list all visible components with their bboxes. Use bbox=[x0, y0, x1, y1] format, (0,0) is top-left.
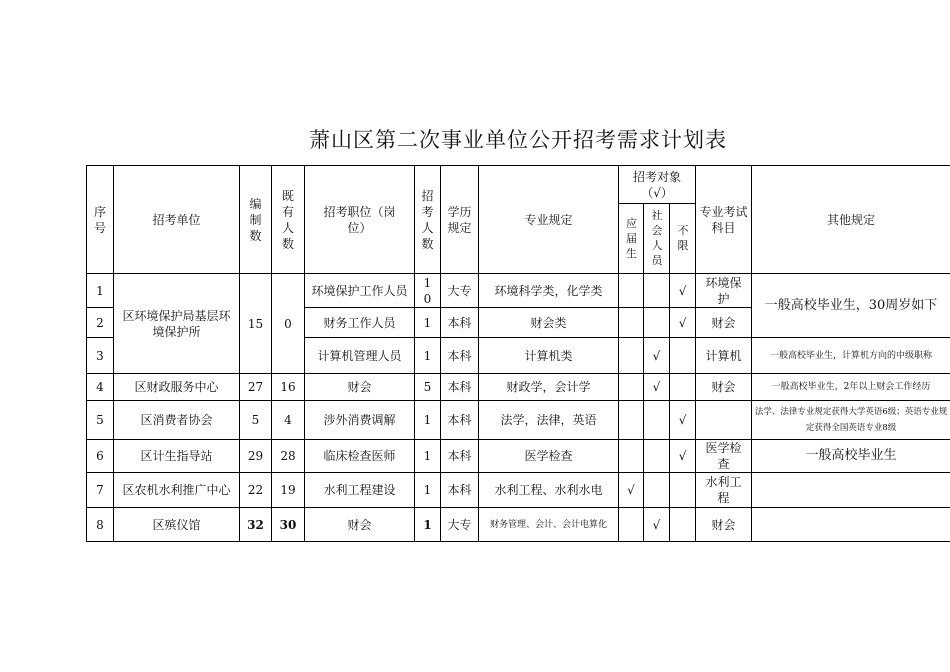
cell-major: 计算机类 bbox=[479, 338, 619, 374]
cell-seq: 4 bbox=[87, 374, 114, 401]
cell-quota: 27 bbox=[240, 374, 272, 401]
cell-seq: 2 bbox=[87, 308, 114, 338]
cell-existing: 19 bbox=[272, 473, 305, 508]
page-title: 萧山区第二次事业单位公开招考需求计划表 bbox=[309, 128, 727, 152]
cell-exam bbox=[696, 401, 752, 440]
cell-edu: 本科 bbox=[441, 338, 479, 374]
header-social: 社会人员 bbox=[644, 204, 670, 274]
cell-count: 5 bbox=[415, 374, 441, 401]
cell-exam: 财会 bbox=[696, 308, 752, 338]
cell-exam: 水利工程 bbox=[696, 473, 752, 508]
cell-position: 财务工作人员 bbox=[305, 308, 415, 338]
header-unit: 招考单位 bbox=[114, 166, 240, 274]
cell-edu: 本科 bbox=[441, 473, 479, 508]
header-position: 招考职位（岗位） bbox=[305, 166, 415, 274]
cell-unit: 区计生指导站 bbox=[114, 440, 240, 473]
cell-unlimited: √ bbox=[670, 274, 696, 308]
cell-edu: 本科 bbox=[441, 401, 479, 440]
cell-social bbox=[644, 473, 670, 508]
cell-major: 医学检查 bbox=[479, 440, 619, 473]
header-row bbox=[87, 166, 950, 204]
cell-other: 一般高校毕业生，计算机方向的中级职称 bbox=[752, 338, 950, 374]
cell-unit: 区农机水利推广中心 bbox=[114, 473, 240, 508]
cell-unlimited bbox=[670, 338, 696, 374]
cell-quota: 22 bbox=[240, 473, 272, 508]
cell-edu: 大专 bbox=[441, 274, 479, 308]
cell-unit: 区环境保护局基层环境保护所 bbox=[114, 274, 240, 374]
cell-exam: 计算机 bbox=[696, 338, 752, 374]
header-edu: 学历规定 bbox=[441, 166, 479, 274]
cell-fresh bbox=[619, 308, 644, 338]
cell-social bbox=[644, 308, 670, 338]
cell-count: 10 bbox=[415, 274, 441, 308]
cell-other: 一般高校毕业生 bbox=[752, 440, 950, 473]
cell-major: 水利工程、水利水电 bbox=[479, 473, 619, 508]
cell-fresh bbox=[619, 374, 644, 401]
cell-exam: 环境保护 bbox=[696, 274, 752, 308]
cell-seq: 8 bbox=[87, 508, 114, 542]
cell-other: 一般高校毕业生，30周岁如下 bbox=[752, 274, 950, 338]
cell-other bbox=[752, 473, 950, 508]
cell-quota: 32 bbox=[240, 508, 272, 542]
cell-major: 法学，法律，英语 bbox=[479, 401, 619, 440]
cell-edu: 大专 bbox=[441, 508, 479, 542]
cell-count: 1 bbox=[415, 508, 441, 542]
table-row bbox=[87, 508, 950, 542]
cell-seq: 7 bbox=[87, 473, 114, 508]
cell-count: 1 bbox=[415, 401, 441, 440]
cell-major: 财务管理、会计、会计电算化 bbox=[479, 508, 619, 542]
cell-seq: 6 bbox=[87, 440, 114, 473]
cell-fresh bbox=[619, 508, 644, 542]
header-existing: 既有人数 bbox=[272, 166, 305, 274]
cell-quota: 15 bbox=[240, 274, 272, 374]
table-row bbox=[87, 374, 950, 401]
cell-seq: 3 bbox=[87, 338, 114, 374]
header-count: 招考人数 bbox=[415, 166, 441, 274]
cell-other: 法学、法律专业规定获得大学英语6级；英语专业规定获得全国英语专业8级 bbox=[752, 401, 950, 440]
cell-position: 涉外消费调解 bbox=[305, 401, 415, 440]
cell-unlimited bbox=[670, 508, 696, 542]
table-row bbox=[87, 401, 950, 440]
cell-edu: 本科 bbox=[441, 440, 479, 473]
header-quota: 编制数 bbox=[240, 166, 272, 274]
cell-other: 一般高校毕业生，2年以上财会工作经历 bbox=[752, 374, 950, 401]
cell-unit: 区财政服务中心 bbox=[114, 374, 240, 401]
cell-social: √ bbox=[644, 338, 670, 374]
cell-exam: 财会 bbox=[696, 508, 752, 542]
cell-social bbox=[644, 401, 670, 440]
cell-position: 临床检查医师 bbox=[305, 440, 415, 473]
cell-edu: 本科 bbox=[441, 374, 479, 401]
cell-position: 计算机管理人员 bbox=[305, 338, 415, 374]
header-exam: 专业考试科目 bbox=[696, 166, 752, 274]
cell-count: 1 bbox=[415, 473, 441, 508]
cell-unlimited bbox=[670, 374, 696, 401]
header-seq: 序号 bbox=[87, 166, 114, 274]
cell-seq: 5 bbox=[87, 401, 114, 440]
cell-existing: 28 bbox=[272, 440, 305, 473]
cell-major: 财政学，会计学 bbox=[479, 374, 619, 401]
cell-unit: 区消费者协会 bbox=[114, 401, 240, 440]
table-row bbox=[87, 440, 950, 473]
cell-seq: 1 bbox=[87, 274, 114, 308]
cell-other bbox=[752, 508, 950, 542]
cell-quota: 5 bbox=[240, 401, 272, 440]
cell-unlimited bbox=[670, 473, 696, 508]
cell-count: 1 bbox=[415, 308, 441, 338]
cell-fresh: √ bbox=[619, 473, 644, 508]
cell-count: 1 bbox=[415, 440, 441, 473]
header-fresh: 应届生 bbox=[619, 204, 644, 274]
cell-social: √ bbox=[644, 374, 670, 401]
cell-social: √ bbox=[644, 508, 670, 542]
cell-fresh bbox=[619, 440, 644, 473]
cell-edu: 本科 bbox=[441, 308, 479, 338]
cell-position: 环境保护工作人员 bbox=[305, 274, 415, 308]
cell-unlimited: √ bbox=[670, 440, 696, 473]
header-unlimited: 不限 bbox=[670, 204, 696, 274]
cell-fresh bbox=[619, 338, 644, 374]
cell-unlimited: √ bbox=[670, 401, 696, 440]
cell-unit: 区殡仪馆 bbox=[114, 508, 240, 542]
cell-major: 环境科学类，化学类 bbox=[479, 274, 619, 308]
cell-existing: 30 bbox=[272, 508, 305, 542]
cell-quota: 29 bbox=[240, 440, 272, 473]
cell-exam: 医学检查 bbox=[696, 440, 752, 473]
cell-major: 财会类 bbox=[479, 308, 619, 338]
cell-count: 1 bbox=[415, 338, 441, 374]
header-major: 专业规定 bbox=[479, 166, 619, 274]
cell-position: 财会 bbox=[305, 508, 415, 542]
cell-position: 财会 bbox=[305, 374, 415, 401]
cell-social bbox=[644, 274, 670, 308]
recruitment-plan-table bbox=[86, 165, 950, 542]
table-row bbox=[87, 274, 950, 308]
cell-fresh bbox=[619, 274, 644, 308]
cell-social bbox=[644, 440, 670, 473]
cell-unlimited: √ bbox=[670, 308, 696, 338]
table-row bbox=[87, 473, 950, 508]
header-other: 其他规定 bbox=[752, 166, 950, 274]
cell-existing: 16 bbox=[272, 374, 305, 401]
cell-exam: 财会 bbox=[696, 374, 752, 401]
cell-existing: 0 bbox=[272, 274, 305, 374]
cell-existing: 4 bbox=[272, 401, 305, 440]
cell-fresh bbox=[619, 401, 644, 440]
header-target-group: 招考对象（√） bbox=[619, 166, 696, 204]
cell-position: 水利工程建设 bbox=[305, 473, 415, 508]
